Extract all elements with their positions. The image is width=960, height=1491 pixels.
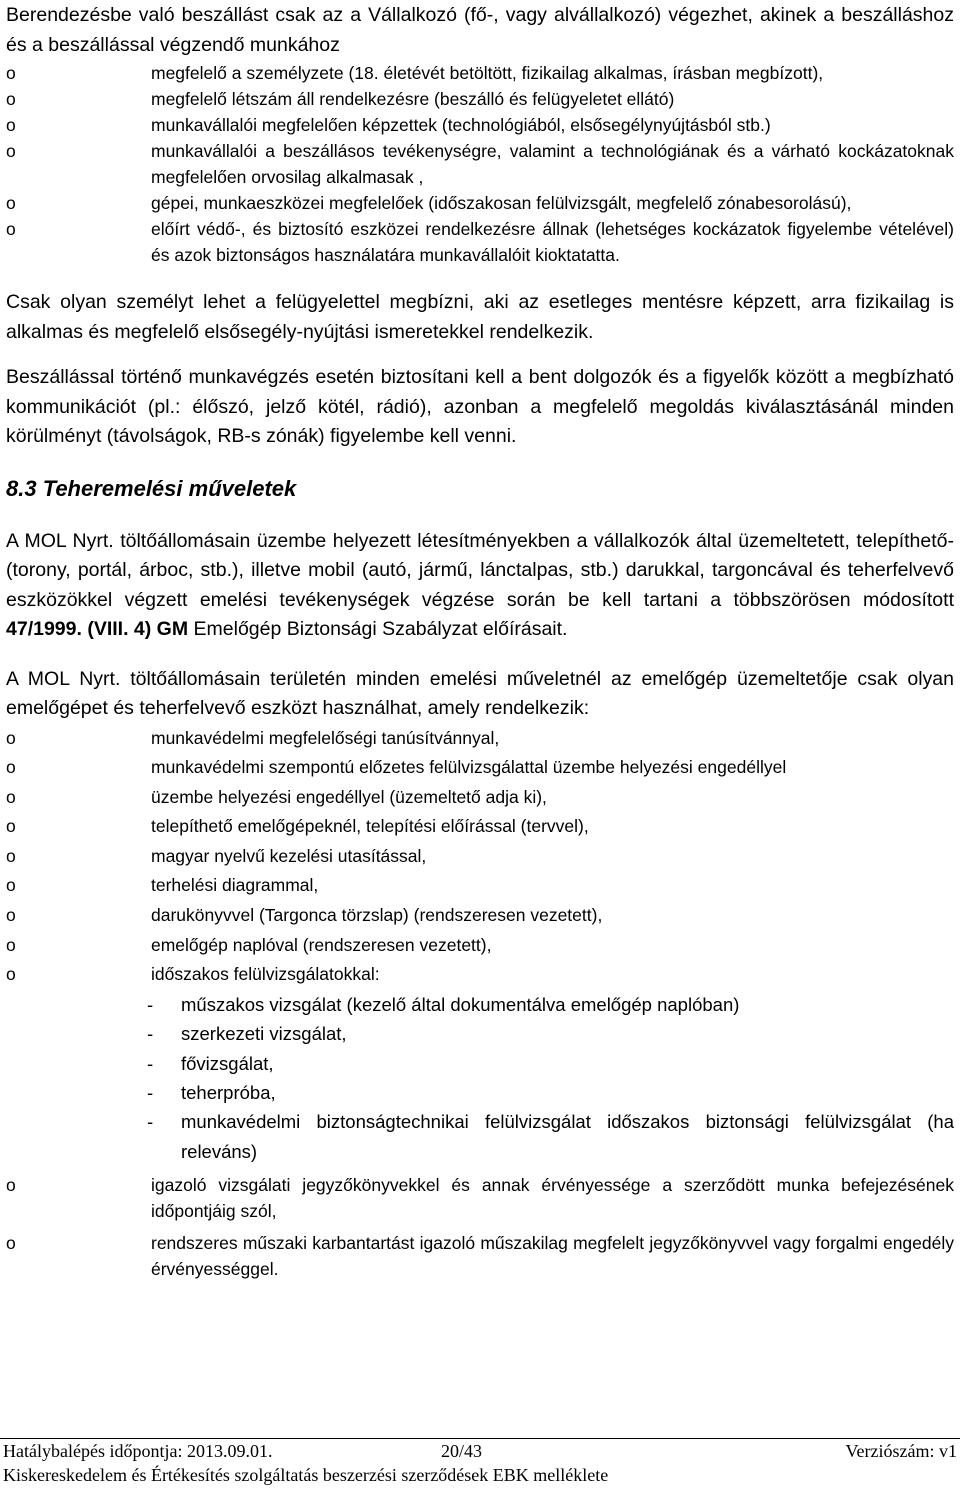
list-item: o munkavédelmi megfelelőségi tanúsítvánnyal, bbox=[6, 724, 954, 754]
lifting-regulation-paragraph: A MOL Nyrt. töltőállomásain üzembe helyezett létesítményekben a vállalkozók által üzemeltetett, telepíthető- (torony, portál, árboc, stb.), illetve mobil (autó, jármű, lánctalpas, stb.) darukkal, targoncával és teherfelvevő eszközökkel végzett emelési tevékenységek végzése során be kell tartani a többszörösen módosított 47/1999. (VIII. 4) GM Emelőgép Biztonsági Szabályzat előírásait. bbox=[6, 529, 954, 640]
page-footer bbox=[0, 1438, 960, 1487]
list-item: o telepíthető emelőgépeknél, telepítési előírással (tervvel), bbox=[6, 812, 954, 842]
list-item: o darukönyvvel (Targonca törzslap) (rendszeresen vezetett), bbox=[6, 901, 954, 931]
page-number: 20/43 bbox=[441, 1441, 483, 1461]
sublist-item: - szerkezeti vizsgálat, bbox=[147, 1019, 954, 1048]
sublist-item: - műszakos vizsgálat (kezelő által dokumentálva emelőgép naplóban) bbox=[147, 990, 954, 1019]
sublist-item: - fővizsgálat, bbox=[147, 1049, 954, 1078]
bullet-marker: o bbox=[6, 905, 16, 926]
list-item: o munkavédelmi szempontú előzetes felülvizsgálattal üzembe helyezési engedéllyel bbox=[6, 753, 954, 783]
bullet-marker: o bbox=[6, 786, 16, 807]
supervision-paragraph: Csak olyan személyt lehet a felügyelettel megbízni, aki az esetleges mentésre képzett, arra fizikailag is alkalmas és megfelelő elsősegély-nyújtási ismeretekkel rendelkezik. bbox=[6, 291, 954, 343]
bullet-marker: o bbox=[6, 115, 16, 135]
bullet-marker: o bbox=[6, 845, 16, 866]
dash-marker: - bbox=[147, 1023, 154, 1045]
list-item: o üzembe helyezési engedéllyel (üzemeltető adja ki), bbox=[6, 783, 954, 813]
section-heading: 8.3 Teheremelési műveletek bbox=[6, 475, 297, 501]
bullet-marker: o bbox=[6, 141, 16, 161]
document-title: Kiskereskedelem és Értékesítés szolgáltatás beszerzési szerződések EBK melléklete bbox=[3, 1465, 609, 1485]
sublist-item: - teherpróba, bbox=[147, 1078, 954, 1107]
bullet-marker: o bbox=[6, 934, 16, 955]
list-item: o munkavállalói a beszállásos tevékenységre, valamint a technológiának és a várható kockázatoknak megfelelően orvosilag alkalmasak , bbox=[6, 138, 954, 190]
list-item: o megfelelő a személyzete (18. életévét betöltött, fizikailag alkalmas, írásban megbízott), bbox=[6, 60, 954, 86]
contractor-requirements-list bbox=[6, 60, 954, 268]
communication-paragraph: Beszállással történő munkavégzés esetén biztosítani kell a bent dolgozók és a figyelők között a megbízható kommunikációt (pl.: élőszó, jelző kötél, rádió), azonban a megfelelő megoldás kiválasztásánál minden körülményt (távolságok, RB-s zónák) figyelembe kell venni. bbox=[6, 366, 954, 447]
bullet-marker: o bbox=[6, 816, 16, 837]
regulation-reference: 47/1999. (VIII. 4) GM bbox=[6, 618, 189, 640]
equipment-requirements-paragraph: A MOL Nyrt. töltőállomásain területén minden emelési műveletnél az emelőgép üzemeltetője csak olyan emelőgépet és teherfelvevő eszközt használhat, amely rendelkezik: bbox=[6, 667, 954, 719]
bullet-marker: o bbox=[6, 1233, 16, 1254]
list-item: o emelőgép naplóval (rendszeresen vezetett), bbox=[6, 931, 954, 961]
dash-marker: - bbox=[147, 1052, 154, 1074]
bullet-marker: o bbox=[6, 193, 16, 213]
bullet-marker: o bbox=[6, 1175, 16, 1196]
effective-date: Hatálybalépés időpontja: 2013.09.01. bbox=[3, 1441, 273, 1461]
list-item: o időszakos felülvizsgálatokkal: - műszakos vizsgálat (kezelő által dokumentálva emelőgép naplóban) - szerkezeti vizsgálat, - fővizsgálat, - teherpróba, - munkavédelmi biztonságtechnikai felülvizsgálat időszakos biztonsági felülvizsgálat (ha releváns) bbox=[6, 960, 954, 1166]
bullet-marker: o bbox=[6, 757, 16, 778]
bullet-marker: o bbox=[6, 89, 16, 109]
bullet-marker: o bbox=[6, 964, 16, 985]
version-number: Verziószám: v1 bbox=[845, 1441, 957, 1461]
inspection-sublist bbox=[6, 990, 954, 1166]
list-item: o igazoló vizsgálati jegyzőkönyvekkel és annak érvényessége a szerződött munka befejezésének időpontjáig szól, bbox=[6, 1172, 954, 1224]
sublist-item: - munkavédelmi biztonságtechnikai felülvizsgálat időszakos biztonsági felülvizsgálat (ha releváns) bbox=[147, 1107, 954, 1166]
document-body bbox=[6, 0, 954, 1282]
list-item: o terhelési diagrammal, bbox=[6, 871, 954, 901]
list-item: o előírt védő-, és biztosító eszközei rendelkezésre állnak (lehetséges kockázatok figyelembe vételével) és azok biztonságos használatára munkavállalóit kioktatatta. bbox=[6, 216, 954, 268]
footer-top-row bbox=[0, 1439, 960, 1463]
bullet-marker: o bbox=[6, 727, 16, 748]
dash-marker: - bbox=[147, 1111, 154, 1133]
equipment-documents-list-continued bbox=[6, 1172, 954, 1282]
intro-paragraph: Berendezésbe való beszállást csak az a Vállalkozó (fő-, vagy alvállalkozó) végezhet, akinek a beszálláshoz és a beszállással végzendő munkához bbox=[6, 4, 954, 56]
bullet-marker: o bbox=[6, 875, 16, 896]
bullet-marker: o bbox=[6, 219, 16, 239]
bullet-marker: o bbox=[6, 63, 16, 83]
list-item: o munkavállalói megfelelően képzettek (technológiából, elsősegélynyújtásból stb.) bbox=[6, 112, 954, 138]
list-item: o gépei, munkaeszközei megfelelőek (időszakosan felülvizsgált, megfelelő zónabesorolású), bbox=[6, 190, 954, 216]
dash-marker: - bbox=[147, 993, 154, 1015]
list-item: o rendszeres műszaki karbantartást igazoló műszakilag megfelelt jegyzőkönyvvel vagy forgalmi engedély érvényességgel. bbox=[6, 1230, 954, 1282]
list-item: o magyar nyelvű kezelési utasítással, bbox=[6, 842, 954, 872]
dash-marker: - bbox=[147, 1082, 154, 1104]
equipment-documents-list bbox=[6, 724, 954, 1167]
list-item: o megfelelő létszám áll rendelkezésre (beszálló és felügyeletet ellátó) bbox=[6, 86, 954, 112]
